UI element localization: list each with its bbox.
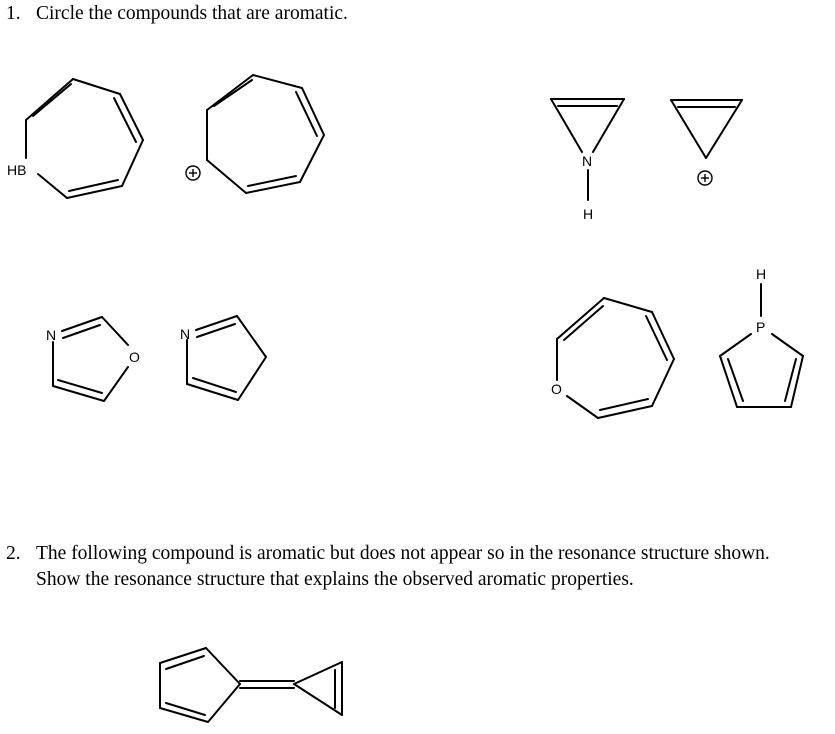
azirine-structure [551,99,624,200]
cyclopropenyl-structure [671,100,742,158]
question-2-line1: The following compound is aromatic but does not appear so in the resonance structure shown. [36,543,770,564]
tropylium-structure [207,75,324,193]
phosphole-atom-h: H [756,266,767,282]
oxazole-structure [53,317,128,401]
phosphole-structure [720,284,803,407]
borepin-atom-hb: HB [7,162,27,178]
question-2-line2: Show the resonance structure that explains the observed aromatic properties. [36,569,634,590]
borepin-structure [26,79,143,198]
pyrroline-structure [187,316,266,400]
oxazole-atom-o: O [129,349,140,365]
azirine-atom-n: N [582,153,593,169]
triafulvalene-structure [160,648,342,722]
oxepine-atom-o: O [551,381,562,397]
charge-plus-signs [189,169,709,182]
azirine-atom-h: H [583,206,594,222]
phosphole-atom-p: P [756,319,766,335]
question-1-number: 1. [6,3,21,24]
question-2-number: 2. [6,543,21,564]
oxepine-structure [557,298,674,418]
question-1-text: Circle the compounds that are aromatic. [36,3,348,24]
pyrroline-atom-n: N [180,326,191,342]
oxazole-atom-n: N [46,327,57,343]
